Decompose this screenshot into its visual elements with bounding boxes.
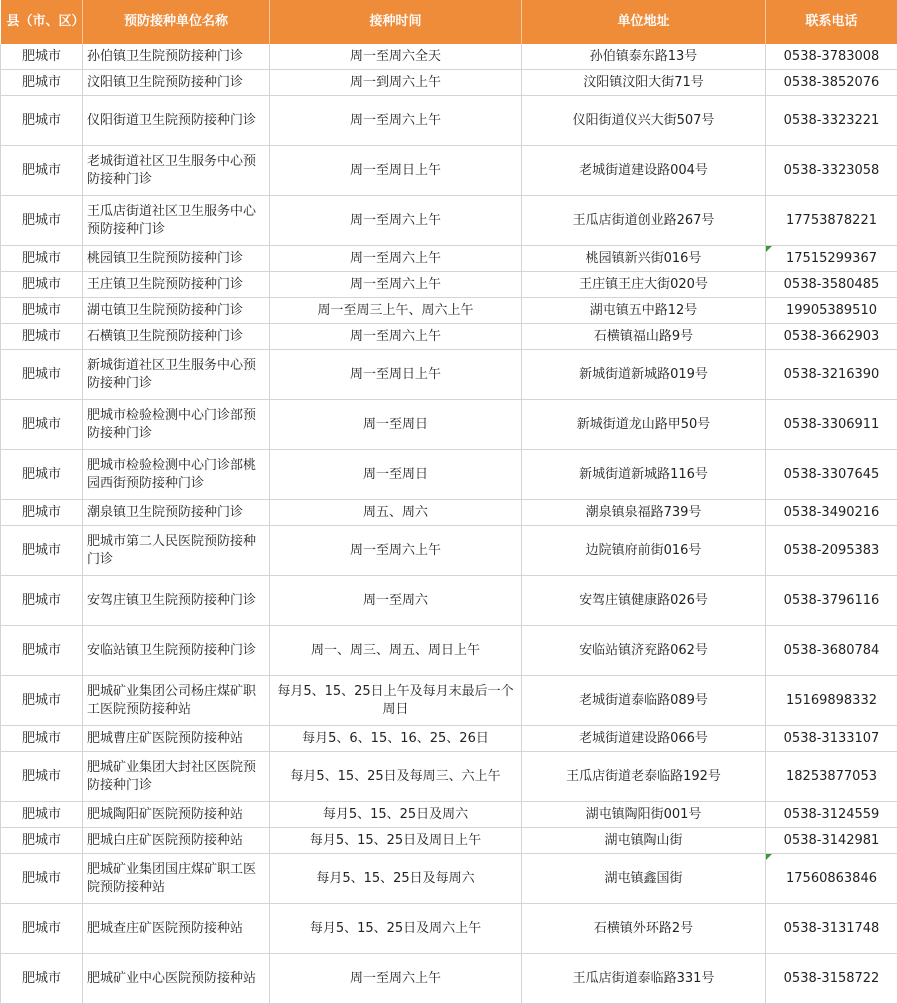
cell-vaccination-time: 每月5、15、25日及周日上午	[270, 828, 522, 854]
table-row	[1, 576, 897, 626]
cell-county: 肥城市	[1, 904, 83, 954]
cell-vaccination-time: 周一至周六上午	[270, 526, 522, 576]
table-row	[1, 350, 897, 400]
cell-phone	[766, 246, 897, 272]
table-row	[1, 726, 897, 752]
cell-county: 肥城市	[1, 854, 83, 904]
cell-county: 肥城市	[1, 196, 83, 246]
cell-address: 新城街道新城路019号	[522, 350, 766, 400]
table-row	[1, 246, 897, 272]
cell-phone: 0538-3323221	[766, 96, 897, 146]
table-body	[1, 44, 897, 1004]
table-row	[1, 324, 897, 350]
table-header	[1, 0, 897, 44]
cell-vaccination-time: 每月5、15、25日及每周三、六上午	[270, 752, 522, 802]
table-row	[1, 752, 897, 802]
cell-vaccination-time: 周一至周六上午	[270, 246, 522, 272]
table-row	[1, 526, 897, 576]
table-row	[1, 450, 897, 500]
cell-comment-marker	[766, 854, 772, 860]
cell-county: 肥城市	[1, 350, 83, 400]
cell-phone: 0538-3131748	[766, 904, 897, 954]
table-row	[1, 70, 897, 96]
table-row	[1, 400, 897, 450]
header-row	[1, 0, 897, 44]
cell-address: 新城街道新城路116号	[522, 450, 766, 500]
cell-address: 老城街道建设路004号	[522, 146, 766, 196]
cell-county: 肥城市	[1, 272, 83, 298]
cell-phone-text: 17515299367	[786, 251, 877, 266]
cell-phone: 0538-3852076	[766, 70, 897, 96]
cell-address: 潮泉镇泉福路739号	[522, 500, 766, 526]
cell-phone: 0538-3216390	[766, 350, 897, 400]
table-row	[1, 272, 897, 298]
cell-vaccination-time: 每月5、15、25日及每周六	[270, 854, 522, 904]
cell-address: 王庄镇王庄大街020号	[522, 272, 766, 298]
table-row	[1, 146, 897, 196]
cell-phone: 0538-3158722	[766, 954, 897, 1004]
cell-county: 肥城市	[1, 802, 83, 828]
cell-site-name: 汶阳镇卫生院预防接种门诊	[83, 70, 270, 96]
cell-site-name: 肥城矿业集团大封社区医院预防接种门诊	[83, 752, 270, 802]
cell-county: 肥城市	[1, 96, 83, 146]
cell-phone: 0538-3306911	[766, 400, 897, 450]
cell-phone: 0538-3307645	[766, 450, 897, 500]
cell-county: 肥城市	[1, 526, 83, 576]
cell-phone: 0538-3323058	[766, 146, 897, 196]
cell-vaccination-time: 周一至周日	[270, 400, 522, 450]
header-vaccination-time: 接种时间	[270, 0, 522, 44]
cell-site-name: 桃园镇卫生院预防接种门诊	[83, 246, 270, 272]
cell-county: 肥城市	[1, 70, 83, 96]
cell-address: 石横镇福山路9号	[522, 324, 766, 350]
cell-address: 湖屯镇五中路12号	[522, 298, 766, 324]
cell-vaccination-time: 周一至周日	[270, 450, 522, 500]
cell-site-name: 湖屯镇卫生院预防接种门诊	[83, 298, 270, 324]
cell-site-name: 肥城矿业集团国庄煤矿职工医院预防接种站	[83, 854, 270, 904]
cell-county: 肥城市	[1, 576, 83, 626]
cell-address: 湖屯镇陶山街	[522, 828, 766, 854]
cell-address: 桃园镇新兴街016号	[522, 246, 766, 272]
cell-site-name: 肥城陶阳矿医院预防接种站	[83, 802, 270, 828]
cell-address: 老城街道建设路066号	[522, 726, 766, 752]
cell-vaccination-time: 每月5、6、15、16、25、26日	[270, 726, 522, 752]
cell-county: 肥城市	[1, 400, 83, 450]
cell-site-name: 王瓜店街道社区卫生服务中心预防接种门诊	[83, 196, 270, 246]
cell-phone: 0538-2095383	[766, 526, 897, 576]
table-row	[1, 196, 897, 246]
cell-county: 肥城市	[1, 450, 83, 500]
cell-site-name: 肥城查庄矿医院预防接种站	[83, 904, 270, 954]
header-address: 单位地址	[522, 0, 766, 44]
cell-site-name: 肥城白庄矿医院预防接种站	[83, 828, 270, 854]
table-row	[1, 954, 897, 1004]
table-row	[1, 96, 897, 146]
cell-phone: 0538-3680784	[766, 626, 897, 676]
table-row	[1, 904, 897, 954]
cell-site-name: 肥城市检验检测中心门诊部桃园西街预防接种门诊	[83, 450, 270, 500]
cell-phone: 0538-3662903	[766, 324, 897, 350]
cell-address: 石横镇外环路2号	[522, 904, 766, 954]
table-row	[1, 626, 897, 676]
table-row	[1, 802, 897, 828]
cell-address: 新城街道龙山路甲50号	[522, 400, 766, 450]
cell-phone: 0538-3142981	[766, 828, 897, 854]
cell-vaccination-time: 周一至周日上午	[270, 146, 522, 196]
table-row	[1, 854, 897, 904]
cell-vaccination-time: 周一至周六上午	[270, 324, 522, 350]
cell-phone: 18253877053	[766, 752, 897, 802]
cell-phone: 0538-3490216	[766, 500, 897, 526]
cell-phone: 0538-3783008	[766, 44, 897, 70]
cell-phone: 17753878221	[766, 196, 897, 246]
table-row	[1, 298, 897, 324]
cell-address: 边院镇府前街016号	[522, 526, 766, 576]
cell-site-name: 安临站镇卫生院预防接种门诊	[83, 626, 270, 676]
cell-county: 肥城市	[1, 954, 83, 1004]
cell-vaccination-time: 每月5、15、25日及周六	[270, 802, 522, 828]
cell-phone: 0538-3133107	[766, 726, 897, 752]
cell-vaccination-time: 周一至周六上午	[270, 196, 522, 246]
cell-address: 湖屯镇鑫国街	[522, 854, 766, 904]
cell-address: 王瓜店街道泰临路331号	[522, 954, 766, 1004]
cell-site-name: 肥城矿业中心医院预防接种站	[83, 954, 270, 1004]
cell-phone: 0538-3124559	[766, 802, 897, 828]
cell-site-name: 王庄镇卫生院预防接种门诊	[83, 272, 270, 298]
cell-county: 肥城市	[1, 500, 83, 526]
cell-vaccination-time: 周一至周六上午	[270, 954, 522, 1004]
cell-site-name: 新城街道社区卫生服务中心预防接种门诊	[83, 350, 270, 400]
cell-vaccination-time: 周一到周六上午	[270, 70, 522, 96]
cell-vaccination-time: 周一、周三、周五、周日上午	[270, 626, 522, 676]
cell-address: 孙伯镇泰东路13号	[522, 44, 766, 70]
cell-address: 安驾庄镇健康路026号	[522, 576, 766, 626]
cell-phone: 15169898332	[766, 676, 897, 726]
cell-county: 肥城市	[1, 146, 83, 196]
cell-county: 肥城市	[1, 324, 83, 350]
cell-address: 王瓜店街道老泰临路192号	[522, 752, 766, 802]
header-county: 县（市、区）	[1, 0, 83, 44]
cell-vaccination-time: 周一至周六上午	[270, 96, 522, 146]
table-row	[1, 44, 897, 70]
cell-vaccination-time: 周一至周六	[270, 576, 522, 626]
cell-site-name: 仪阳街道卫生院预防接种门诊	[83, 96, 270, 146]
table-row	[1, 828, 897, 854]
cell-vaccination-time: 每月5、15、25日及周六上午	[270, 904, 522, 954]
cell-county: 肥城市	[1, 752, 83, 802]
cell-site-name: 孙伯镇卫生院预防接种门诊	[83, 44, 270, 70]
cell-site-name: 肥城市检验检测中心门诊部预防接种门诊	[83, 400, 270, 450]
cell-county: 肥城市	[1, 298, 83, 324]
cell-phone-text: 17560863846	[786, 871, 877, 886]
cell-phone: 19905389510	[766, 298, 897, 324]
cell-phone	[766, 854, 897, 904]
cell-site-name: 安驾庄镇卫生院预防接种门诊	[83, 576, 270, 626]
cell-phone: 0538-3580485	[766, 272, 897, 298]
cell-vaccination-time: 周五、周六	[270, 500, 522, 526]
cell-vaccination-time: 每月5、15、25日上午及每月末最后一个周日	[270, 676, 522, 726]
cell-address: 王瓜店街道创业路267号	[522, 196, 766, 246]
cell-county: 肥城市	[1, 626, 83, 676]
cell-address: 安临站镇济兖路062号	[522, 626, 766, 676]
cell-address: 汶阳镇汶阳大街71号	[522, 70, 766, 96]
cell-site-name: 肥城矿业集团公司杨庄煤矿职工医院预防接种站	[83, 676, 270, 726]
cell-vaccination-time: 周一至周六全天	[270, 44, 522, 70]
cell-vaccination-time: 周一至周六上午	[270, 272, 522, 298]
cell-address: 湖屯镇陶阳街001号	[522, 802, 766, 828]
cell-address: 仪阳街道仪兴大街507号	[522, 96, 766, 146]
cell-site-name: 肥城市第二人民医院预防接种门诊	[83, 526, 270, 576]
cell-site-name: 石横镇卫生院预防接种门诊	[83, 324, 270, 350]
cell-county: 肥城市	[1, 246, 83, 272]
cell-vaccination-time: 周一至周三上午、周六上午	[270, 298, 522, 324]
table-row	[1, 676, 897, 726]
cell-comment-marker	[766, 246, 772, 252]
header-site-name: 预防接种单位名称	[83, 0, 270, 44]
cell-vaccination-time: 周一至周日上午	[270, 350, 522, 400]
cell-site-name: 潮泉镇卫生院预防接种门诊	[83, 500, 270, 526]
cell-site-name: 老城街道社区卫生服务中心预防接种门诊	[83, 146, 270, 196]
cell-site-name: 肥城曹庄矿医院预防接种站	[83, 726, 270, 752]
cell-county: 肥城市	[1, 828, 83, 854]
header-phone: 联系电话	[766, 0, 897, 44]
table-row	[1, 500, 897, 526]
cell-county: 肥城市	[1, 44, 83, 70]
cell-county: 肥城市	[1, 676, 83, 726]
cell-address: 老城街道泰临路089号	[522, 676, 766, 726]
cell-county: 肥城市	[1, 726, 83, 752]
cell-phone: 0538-3796116	[766, 576, 897, 626]
